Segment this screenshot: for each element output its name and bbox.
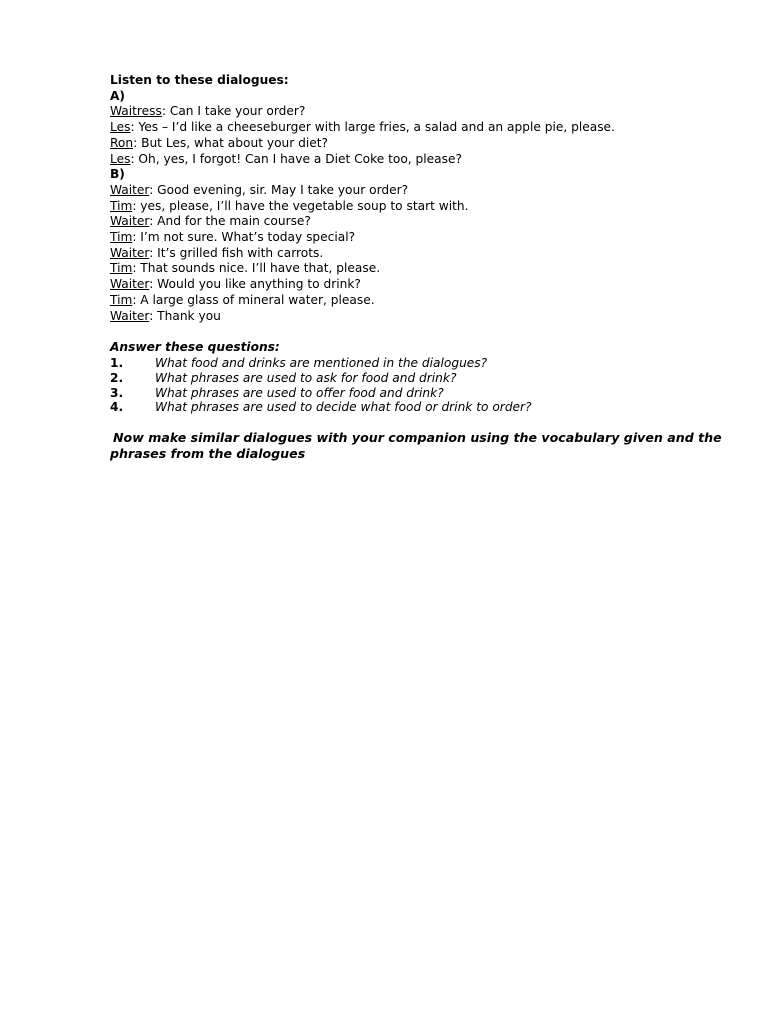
dialogue-line: [110, 104, 730, 120]
speaker-name: Waiter: [110, 245, 150, 260]
dialogue-line: [110, 136, 730, 152]
question-item: [110, 356, 730, 371]
dialogue-line: [110, 277, 730, 293]
spacer: [110, 415, 730, 430]
question-text: What phrases are used to ask for food and drink?: [155, 370, 457, 385]
document-page: [110, 73, 730, 462]
line-text: : But Les, what about your diet?: [133, 135, 328, 150]
dialogue-line: [110, 120, 730, 136]
dialogue-a: [110, 89, 730, 168]
speaker-name: Tim: [110, 292, 133, 307]
line-text: : yes, please, I’ll have the vegetable soup to start with.: [132, 198, 469, 213]
question-number: 3.: [110, 385, 124, 400]
speaker-name: Waiter: [110, 182, 150, 197]
dialogue-line: [110, 309, 730, 325]
speaker-name: Waiter: [110, 214, 150, 229]
question-text: What phrases are used to decide what food or drink to order?: [155, 400, 532, 415]
dialogue-label: B): [110, 167, 125, 182]
dialogue-line: [110, 199, 730, 215]
line-text: : That sounds nice. I’ll have that, please.: [132, 261, 381, 276]
speaker-name: Les: [110, 151, 131, 166]
spacer: [110, 324, 730, 340]
question-item: [110, 400, 730, 415]
line-text: : I’m not sure. What’s today special?: [132, 230, 356, 245]
line-text: : It’s grilled fish with carrots.: [149, 245, 324, 260]
line-text: : Can I take your order?: [161, 104, 306, 119]
speaker-name: Tim: [110, 261, 133, 276]
dialogue-b: [110, 167, 730, 324]
dialogue-line: [110, 261, 730, 277]
dialogue-line: [110, 293, 730, 309]
question-number: 1.: [110, 355, 124, 370]
line-text: : Good evening, sir. May I take your order?: [149, 182, 409, 197]
dialogues-heading: Listen to these dialogues:: [110, 73, 289, 87]
dialogue-label: A): [110, 88, 126, 103]
question-item: [110, 386, 730, 401]
questions-title: Answer these questions:: [110, 340, 280, 355]
dialogue-line: [110, 152, 730, 168]
dialogue-line: [110, 246, 730, 262]
speaker-name: Tim: [110, 230, 133, 245]
question-number: 4.: [110, 400, 124, 415]
question-item: [110, 371, 730, 386]
question-text: What food and drinks are mentioned in the dialogues?: [155, 355, 488, 370]
speaker-name: Waiter: [110, 308, 150, 323]
speaker-name: Waitress: [110, 104, 162, 119]
line-text: : Yes – I’d like a cheeseburger with large fries, a salad and an apple pie, please.: [130, 120, 615, 135]
instruction-text: Now make similar dialogues with your companion using the vocabulary given and the phrases from the dialogues: [110, 430, 722, 462]
line-text: : And for the main course?: [149, 214, 311, 229]
dialogue-line: [110, 183, 730, 199]
line-text: : Would you like anything to drink?: [149, 277, 361, 292]
speaker-name: Les: [110, 120, 131, 135]
dialogue-line: [110, 230, 730, 246]
question-number: 2.: [110, 370, 124, 385]
line-text: : Thank you: [149, 308, 221, 323]
line-text: : A large glass of mineral water, please.: [132, 292, 375, 307]
speaker-name: Tim: [110, 198, 133, 213]
dialogue-line: [110, 214, 730, 230]
speaker-name: Waiter: [110, 277, 150, 292]
speaker-name: Ron: [110, 135, 134, 150]
line-text: : Oh, yes, I forgot! Can I have a Diet Coke too, please?: [130, 151, 462, 166]
questions-list: [110, 356, 730, 415]
questions-section: [110, 340, 730, 415]
question-text: What phrases are used to offer food and drink?: [155, 385, 444, 400]
